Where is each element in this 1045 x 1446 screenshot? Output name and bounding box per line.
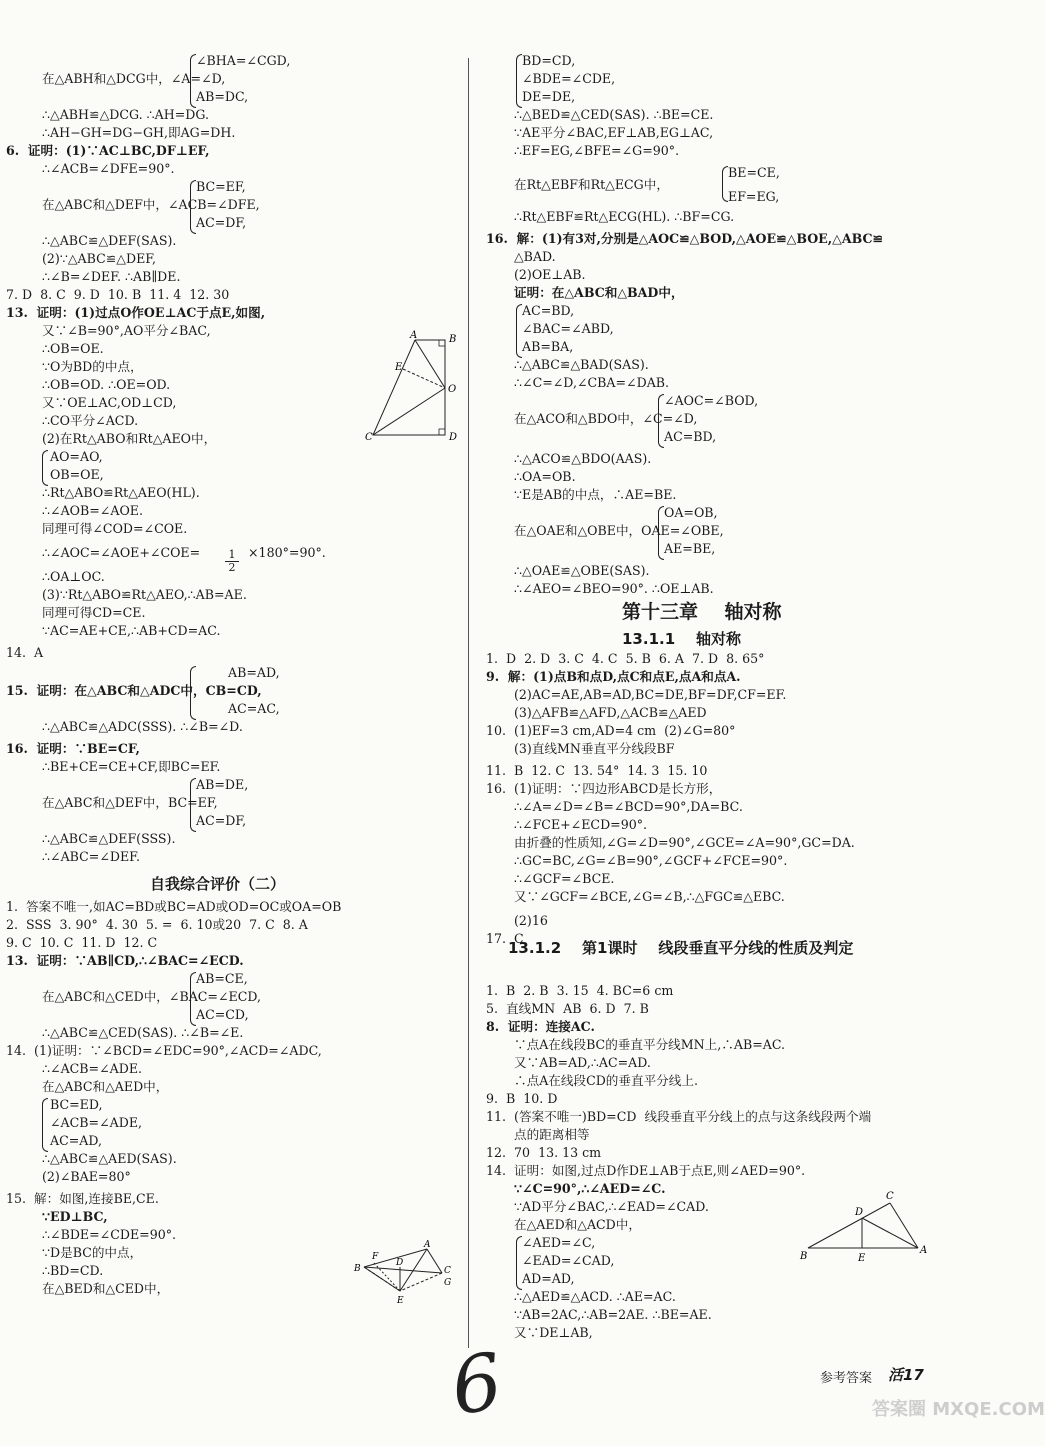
fraction-numerator: 1 <box>228 548 236 561</box>
left-line-7: BC=EF, <box>196 179 246 194</box>
left-line-58: AC=AD, <box>50 1133 103 1148</box>
left-line-47: 9. C 10. C 11. D 12. C <box>6 935 158 950</box>
figure-right-triangle-acb <box>800 1193 930 1263</box>
right-line-33: (3)△AFB≌△AFD,△ACB≌△AED <box>514 705 707 720</box>
right-line-2: DE=DE, <box>522 89 576 104</box>
right-line-24: ∵E是AB的中点，∴AE=BE. <box>514 487 677 502</box>
left-line-48: 13. 证明：∵AB∥CD,∴∠BAC=∠ECD. <box>6 953 244 968</box>
right-line-41: ∴GC=BC,∠G=∠B=90°,∠GCF+∠FCE=90°. <box>514 853 788 868</box>
right-line-23: ∴OA=OB. <box>514 469 576 484</box>
svg-text:C: C <box>365 432 373 443</box>
left-line-5: 6. 证明：(1)∵AC⊥BC,DF⊥EF, <box>6 143 210 158</box>
left-line-39: ∴BE+CE=CE+CF,即BC=EF. <box>42 759 221 774</box>
left-line-6: ∴∠ACB=∠DFE=90°. <box>42 161 175 176</box>
figure-quadrilateral-abdc <box>365 332 460 442</box>
left-line-1: 在△ABH和△DCG中，∠A=∠D, <box>42 71 226 86</box>
svg-text:O: O <box>448 384 457 395</box>
right-line-32: (2)AC=AE,AB=AD,BC=DE,BF=DF,CF=EF. <box>514 687 787 702</box>
left-line-55: 在△ABC和△AED中， <box>42 1079 169 1094</box>
right-line-1: ∠BDE=∠CDE, <box>522 71 616 86</box>
left-line-18: ∴OB=OD. ∴OE=OD. <box>42 377 171 392</box>
left-line-51: AC=CD, <box>196 1007 249 1022</box>
right-line-65: 又∵DE⊥AB, <box>514 1325 593 1340</box>
left-line-17: ∵O为BD的中点， <box>42 359 143 374</box>
right-line-5: ∴EF=EG,∠BFE=∠G=90°. <box>514 143 680 158</box>
right-line-9: ∴Rt△EBF≌Rt△ECG(HL). ∴BF=CG. <box>514 209 735 224</box>
left-line-8: 在△ABC和△DEF中，∠ACB=∠DFE, <box>42 197 260 212</box>
left-line-31: 同理可得CD=CE. <box>42 605 146 620</box>
right-line-0: BD=CD, <box>522 53 576 68</box>
fraction-denominator: 2 <box>225 561 239 574</box>
svg-text:A: A <box>424 1240 431 1250</box>
right-line-59: 在△AED和△ACD中， <box>514 1217 641 1232</box>
svg-text:E: E <box>397 1296 404 1306</box>
section-title-self-evaluation: 自我综合评价（二） <box>150 875 286 893</box>
right-line-10: 16. 解：(1)有3对,分别是△AOC≌△BOD,△AOE≌△BOE,△ABC≌ <box>486 231 884 246</box>
right-line-44: (2)16 <box>514 913 548 928</box>
left-line-33: 14. A <box>6 645 44 660</box>
right-line-58: ∵AD平分∠BAC,∴∠EAD=∠CAD. <box>514 1199 709 1214</box>
footer-label: 参考答案 <box>820 1371 873 1386</box>
right-line-53: 11. (答案不唯一)BD=CD 线段垂直平分线上的点与这条线段两个端 <box>486 1109 872 1124</box>
right-line-17: ∴△ABC≌△BAD(SAS). <box>514 357 649 372</box>
left-line-26: 同理可得∠COD=∠COE. <box>42 521 188 536</box>
right-line-16: AB=BA, <box>522 339 574 354</box>
svg-text:B: B <box>449 334 457 345</box>
left-line-25: ∴∠AOB=∠AOE. <box>42 503 143 518</box>
left-line-54: ∴∠ACB=∠ADE. <box>42 1061 143 1076</box>
left-line-63: ∴∠BDE=∠CDE=90°. <box>42 1227 177 1242</box>
left-line-41: 在△ABC和△DEF中，BC=EF, <box>42 795 218 810</box>
right-line-28: ∴△OAE≌△OBE(SAS). <box>514 563 650 578</box>
left-line-19: 又∵OE⊥AC,OD⊥CD, <box>42 395 177 410</box>
svg-text:D: D <box>449 432 458 443</box>
right-line-56: 14. 证明：如图,过点D作DE⊥AB于点E,则∠AED=90°. <box>486 1163 806 1178</box>
left-line-59: ∴△ABC≌△AED(SAS). <box>42 1151 177 1166</box>
right-line-3: ∴△BED≌△CED(SAS). ∴BE=CE. <box>514 107 714 122</box>
right-line-60: ∠AED=∠C, <box>522 1235 596 1250</box>
brace <box>190 180 196 234</box>
left-line-13: 7. D 8. C 9. D 10. B 11. 4 12. 30 <box>6 287 230 302</box>
left-line-50: 在△ABC和△CED中，∠BAC=∠ECD, <box>42 989 262 1004</box>
left-line-2: AB=DC, <box>196 89 249 104</box>
left-line-44: ∴∠ABC=∠DEF. <box>42 849 140 864</box>
left-line-23: OB=OE, <box>50 467 104 482</box>
left-line-21: (2)在Rt△ABO和Rt△AEO中， <box>42 431 217 446</box>
left-line-14: 13. 证明：(1)过点O作OE⊥AC于点E,如图, <box>6 305 266 320</box>
svg-text:C: C <box>886 1191 894 1202</box>
right-line-15: ∠BAC=∠ABD, <box>522 321 614 336</box>
svg-text:B: B <box>800 1251 808 1262</box>
right-line-7: 在Rt△EBF和Rt△ECG中， <box>514 177 669 192</box>
left-line-4: ∴AH−GH=DG−GH,即AG=DH. <box>42 125 236 140</box>
right-line-34: 10. (1)EF=3 cm,AD=4 cm (2)∠G=80° <box>486 723 736 738</box>
section-title-13-1-2: 13.1.2 第1课时 线段垂直平分线的性质及判定 <box>508 939 854 957</box>
svg-text:F: F <box>372 1252 379 1262</box>
brace <box>516 1236 522 1290</box>
left-line-62: ∵ED⊥BC, <box>42 1209 108 1224</box>
left-line-28: ×180°=90°. <box>248 545 326 560</box>
right-line-62: AD=AD, <box>522 1271 575 1286</box>
left-line-10: ∴△ABC≌△DEF(SAS). <box>42 233 177 248</box>
left-line-60: (2)∠BAE=80° <box>42 1169 131 1184</box>
left-line-34: AB=AD, <box>228 665 280 680</box>
watermark: 答案圈 MXQE.COM <box>872 1399 1045 1420</box>
left-line-12: ∴∠B=∠DEF. ∴AB∥DE. <box>42 269 181 284</box>
right-line-63: ∴△AED≌△ACD. ∴AE=AC. <box>514 1289 676 1304</box>
right-line-22: ∴△ACO≌△BDO(AAS). <box>514 451 652 466</box>
left-line-11: (2)∵△ABC≌△DEF, <box>42 251 157 266</box>
svg-text:A: A <box>410 330 418 341</box>
svg-text:A: A <box>920 1245 928 1256</box>
chapter-title: 第十三章 轴对称 <box>622 601 782 623</box>
right-line-18: ∴∠C=∠D,∠CBA=∠DAB. <box>514 375 670 390</box>
left-line-46: 2. SSS 3. 90° 4. 30 5. = 6. 10或20 7. C 8. A <box>6 917 308 932</box>
left-line-32: ∵AC=AE+CE,∴AB+CD=AC. <box>42 623 221 638</box>
right-line-37: 16. (1)证明：∵四边形ABCD是长方形， <box>486 781 722 796</box>
section-title-13-1-1: 13.1.1 轴对称 <box>622 630 742 648</box>
right-line-42: ∴∠GCF=∠BCE. <box>514 871 615 886</box>
left-line-27: ∴∠AOC=∠AOE+∠COE= <box>42 545 201 560</box>
left-line-61: 15. 解：如图,连接BE,CE. <box>6 1191 159 1206</box>
right-line-48: 8. 证明：连接AC. <box>486 1019 595 1034</box>
right-line-52: 9. B 10. D <box>486 1091 558 1106</box>
right-line-64: ∵AB=2AC,∴AB=2AE. ∴BE=AE. <box>514 1307 712 1322</box>
brace <box>42 450 48 486</box>
right-line-36: 11. B 12. C 13. 54° 14. 3 15. 10 <box>486 763 708 778</box>
svg-text:E: E <box>395 362 403 373</box>
right-line-55: 12. 70 13. 13 cm <box>486 1145 602 1160</box>
svg-text:D: D <box>396 1258 404 1268</box>
right-line-61: ∠EAD=∠CAD, <box>522 1253 615 1268</box>
right-line-50: 又∵AB=AD,∴AC=AD. <box>514 1055 651 1070</box>
right-line-31: 9. 解：(1)点B和点D,点C和点E,点A和点A. <box>486 669 741 684</box>
svg-text:D: D <box>855 1207 864 1218</box>
right-line-27: AE=BE, <box>664 541 716 556</box>
right-line-20: 在△ACO和△BDO中，∠C=∠D, <box>514 411 698 426</box>
right-line-6: BE=CE, <box>728 165 780 180</box>
left-line-57: ∠ACB=∠ADE, <box>50 1115 143 1130</box>
brace <box>722 166 728 202</box>
brace <box>190 666 196 720</box>
left-line-24: ∴Rt△ABO≌Rt△AEO(HL). <box>42 485 200 500</box>
svg-text:E: E <box>858 1253 866 1264</box>
brace <box>516 304 522 358</box>
left-line-45: 1. 答案不唯一,如AC=BD或BC=AD或OD=OC或OA=OB <box>6 899 342 914</box>
left-line-53: 14. (1)证明：∵∠BCD=∠EDC=90°,∠ACD=∠ADC, <box>6 1043 322 1058</box>
right-line-8: EF=EG, <box>728 189 780 204</box>
left-line-36: AC=AC, <box>228 701 280 716</box>
left-line-9: AC=DF, <box>196 215 247 230</box>
left-line-64: ∵D是BC的中点， <box>42 1245 143 1260</box>
right-line-12: (2)OE⊥AB. <box>514 267 586 282</box>
figure-triangle-bedg <box>352 1240 457 1315</box>
right-line-43: 又∵∠GCF=∠BCE,∠G=∠B,∴△FGC≌△EBC. <box>514 889 785 904</box>
brace <box>190 778 196 832</box>
left-line-20: ∴CO平分∠ACD. <box>42 413 139 428</box>
brace <box>658 394 664 448</box>
right-line-38: ∴∠A=∠D=∠B=∠BCD=90°,DA=BC. <box>514 799 743 814</box>
left-line-42: AC=DF, <box>196 813 247 828</box>
right-line-51: ∴点A在线段CD的垂直平分线上. <box>514 1073 698 1088</box>
svg-text:G: G <box>444 1278 452 1288</box>
left-line-29: ∴OA⊥OC. <box>42 569 105 584</box>
right-line-39: ∴∠FCE+∠ECD=90°. <box>514 817 648 832</box>
column-divider <box>468 58 469 1348</box>
left-line-43: ∴△ABC≌△DEF(SSS). <box>42 831 176 846</box>
brace <box>190 972 196 1026</box>
left-line-40: AB=DE, <box>196 777 249 792</box>
brace <box>658 506 664 560</box>
right-line-54: 点的距离相等 <box>514 1127 590 1142</box>
page-badge: 活17 <box>888 1366 924 1384</box>
handwritten-mark: 6 <box>445 1336 508 1434</box>
left-line-30: (3)∵Rt△ABO≌Rt△AEO,∴AB=AE. <box>42 587 247 602</box>
right-line-26: 在△OAE和△OBE中，OAE=∠OBE, <box>514 523 724 538</box>
brace <box>42 1098 48 1152</box>
right-line-46: 1. B 2. B 3. 15 4. BC=6 cm <box>486 983 674 998</box>
right-line-30: 1. D 2. D 3. C 4. C 5. B 6. A 7. D 8. 65° <box>486 651 765 666</box>
left-line-56: BC=ED, <box>50 1097 103 1112</box>
svg-text:B: B <box>354 1264 361 1274</box>
left-line-37: ∴△ABC≌△ADC(SSS). ∴∠B=∠D. <box>42 719 243 734</box>
left-line-49: AB=CE, <box>196 971 248 986</box>
right-line-40: 由折叠的性质知,∠G=∠D=90°,∠GCE=∠A=90°,GC=DA. <box>514 835 855 850</box>
left-line-22: AO=AO, <box>50 449 103 464</box>
right-line-35: (3)直线MN垂直平分线段BF <box>514 741 675 756</box>
right-line-21: AC=BD, <box>664 429 717 444</box>
brace <box>516 54 522 108</box>
brace <box>190 54 196 108</box>
right-line-57: ∵∠C=90°,∴∠AED=∠C. <box>514 1181 666 1196</box>
left-line-52: ∴△ABC≌△CED(SAS). ∴∠B=∠E. <box>42 1025 244 1040</box>
left-line-66: 在△BED和△CED中， <box>42 1281 170 1296</box>
svg-text:C: C <box>444 1266 451 1276</box>
right-line-25: OA=OB, <box>664 505 718 520</box>
left-line-35: 15. 证明：在△ABC和△ADC中，CB=CD, <box>6 683 262 698</box>
left-line-0: ∠BHA=∠CGD, <box>196 53 291 68</box>
right-line-45: 17. C <box>486 931 524 946</box>
right-line-29: ∴∠AEO=∠BEO=90°. ∴OE⊥AB. <box>514 581 714 596</box>
right-line-49: ∵点A在线段BC的垂直平分线MN上,∴AB=AC. <box>514 1037 786 1052</box>
left-line-15: 又∵∠B=90°,AO平分∠BAC, <box>42 323 211 338</box>
right-line-47: 5. 直线MN AB 6. D 7. B <box>486 1001 649 1016</box>
right-line-11: △BAD. <box>514 249 556 264</box>
left-line-38: 16. 证明：∵BE=CF, <box>6 741 140 756</box>
fraction <box>225 549 239 574</box>
left-line-16: ∴OB=OE. <box>42 341 104 356</box>
left-line-65: ∴BD=CD. <box>42 1263 104 1278</box>
right-line-19: ∠AOC=∠BOD, <box>664 393 759 408</box>
right-line-14: AC=BD, <box>522 303 575 318</box>
left-line-3: ∴△ABH≌△DCG. ∴AH=DG. <box>42 107 209 122</box>
right-line-4: ∵AE平分∠BAC,EF⊥AB,EG⊥AC, <box>514 125 714 140</box>
right-line-13: 证明：在△ABC和△BAD中， <box>514 285 684 300</box>
